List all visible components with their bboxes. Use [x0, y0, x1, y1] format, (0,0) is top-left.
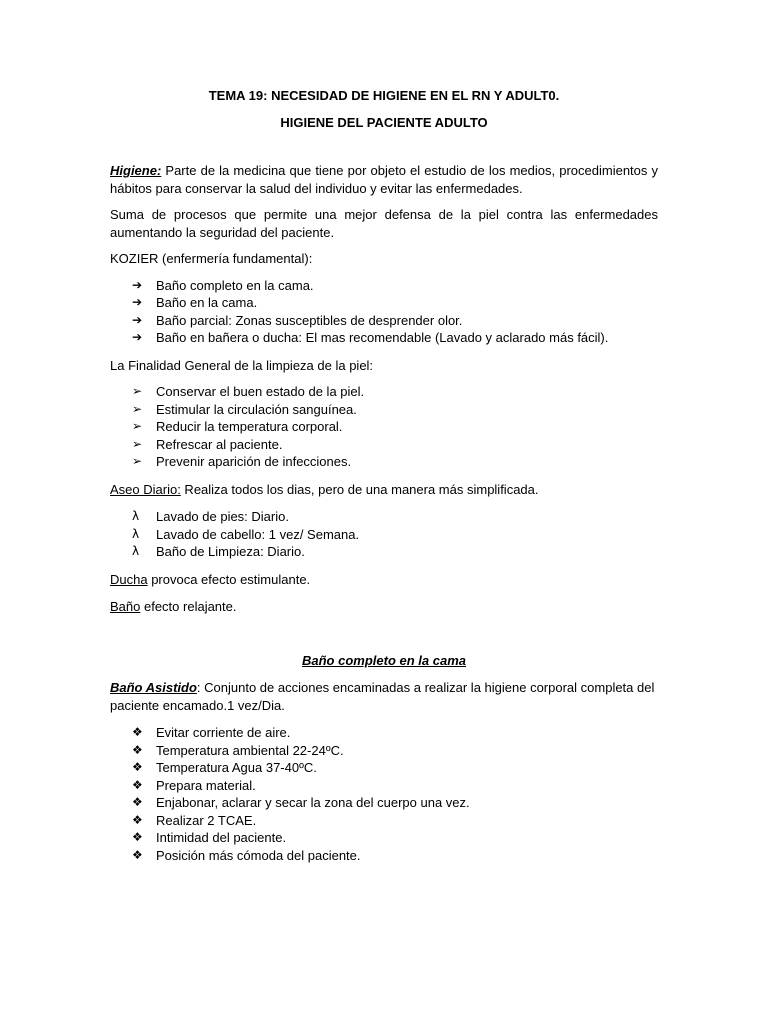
diamond-bullet-icon: ❖ [132, 777, 143, 792]
aseo-list [110, 508, 658, 561]
list-item: ➔ Baño en la cama. [132, 295, 258, 310]
list-item: ➔ Baño parcial: Zonas susceptibles de desprender olor. [132, 312, 463, 328]
aseo-definition: Realiza todos los dias, pero de una manera más simplificada. [180, 481, 539, 497]
document-body [110, 87, 658, 864]
list-item: λ Lavado de cabello: 1 vez/ Semana. [132, 526, 360, 542]
lambda-bullet-icon: λ [132, 526, 140, 541]
asistido-list [110, 724, 658, 864]
document-subtitle: HIGIENE DEL PACIENTE ADULTO [280, 115, 488, 130]
higiene-paragraph [110, 162, 658, 197]
arrow-bullet-icon: ➔ [132, 277, 143, 292]
list-item: λ Baño de Limpieza: Diario. [132, 544, 305, 559]
list-item: ❖ Evitar corriente de aire. [132, 725, 291, 740]
aseo-term: Aseo Diario: [110, 481, 181, 497]
lambda-bullet-icon: λ [132, 509, 140, 523]
higiene-term: Higiene: [110, 163, 162, 178]
diamond-bullet-icon: ❖ [132, 742, 143, 757]
asistido-term: Baño Asistido [110, 680, 197, 695]
higiene-definition: Parte de la medicina que tiene por objeto el estudio de los medios, procedimientos y hábitos para conservar la salud del individuo y evitar las enfermedades. [110, 163, 658, 196]
list-item: ➢ Refrescar al paciente. [132, 436, 283, 452]
document-title: TEMA 19: NECESIDAD DE HIGIENE EN EL RN Y ADULT0. [208, 88, 560, 103]
chevron-bullet-icon: ➢ [132, 384, 143, 398]
list-item: ➔ Baño completo en la cama. [132, 277, 314, 293]
list-item: ❖ Temperatura Agua 37-40ºC. [132, 760, 317, 775]
bano-term: Baño [110, 599, 141, 614]
chevron-bullet-icon: ➢ [132, 436, 143, 451]
diamond-bullet-icon: ❖ [132, 847, 143, 862]
diamond-bullet-icon: ❖ [132, 795, 143, 809]
list-item: ❖ Posición más cómoda del paciente. [132, 847, 361, 863]
kozier-heading: KOZIER (enfermería fundamental): [110, 251, 313, 266]
suma-paragraph: Suma de procesos que permite una mejor defensa de la piel contra las enfermedades aumentando la seguridad del paciente. [110, 207, 658, 240]
chevron-bullet-icon: ➢ [132, 454, 143, 468]
ducha-term: Ducha [110, 571, 148, 587]
bano-paragraph: Baño efecto relajante. [110, 599, 237, 614]
list-item: ❖ Intimidad del paciente. [132, 830, 287, 845]
asistido-definition: : Conjunto de acciones encaminadas a realizar la higiene corporal completa del paciente encamado.1 vez/Dia. [110, 680, 655, 713]
lambda-bullet-icon: λ [132, 544, 140, 558]
list-item: ➔ Baño en bañera o ducha: El mas recomendable (Lavado y aclarado más fácil). [132, 330, 609, 345]
diamond-bullet-icon: ❖ [132, 760, 143, 774]
diamond-bullet-icon: ❖ [132, 812, 143, 827]
section-heading: Baño completo en la cama [302, 652, 466, 668]
asistido-paragraph [110, 679, 658, 714]
list-item: ❖ Temperatura ambiental 22-24ºC. [132, 742, 344, 758]
diamond-bullet-icon: ❖ [132, 830, 143, 844]
finalidad-list [110, 383, 658, 471]
list-item: ❖ Enjabonar, aclarar y secar la zona del cuerpo una vez. [132, 795, 470, 810]
list-item: ➢ Conservar el buen estado de la piel. [132, 384, 365, 399]
aseo-paragraph [110, 481, 658, 499]
list-item: λ Lavado de pies: Diario. [132, 509, 289, 524]
arrow-bullet-icon: ➔ [132, 312, 143, 327]
arrow-bullet-icon: ➔ [132, 295, 143, 309]
chevron-bullet-icon: ➢ [132, 401, 143, 416]
list-item: ❖ Realizar 2 TCAE. [132, 812, 257, 828]
ducha-paragraph: Ducha provoca efecto estimulante. [110, 571, 311, 587]
list-item: ❖ Prepara material. [132, 777, 256, 793]
arrow-bullet-icon: ➔ [132, 330, 143, 344]
list-item: ➢ Prevenir aparición de infecciones. [132, 454, 352, 469]
kozier-list [110, 277, 658, 347]
diamond-bullet-icon: ❖ [132, 725, 143, 739]
list-item: ➢ Estimular la circulación sanguínea. [132, 401, 357, 417]
finalidad-heading: La Finalidad General de la limpieza de la piel: [110, 357, 374, 373]
chevron-bullet-icon: ➢ [132, 419, 143, 433]
list-item: ➢ Reducir la temperatura corporal. [132, 419, 343, 434]
